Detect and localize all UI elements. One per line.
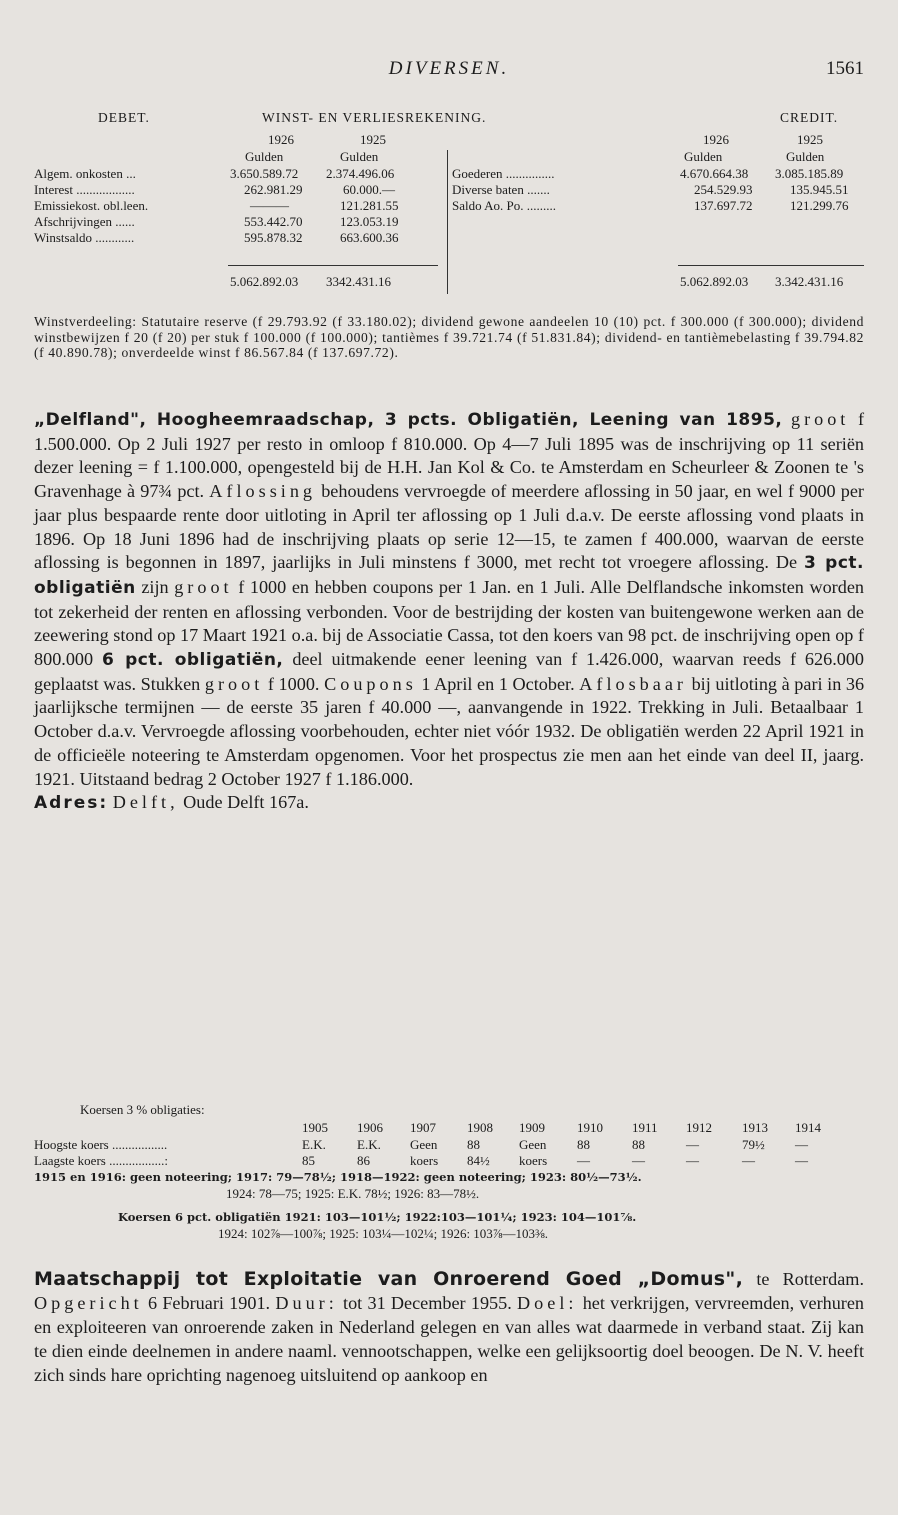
adres-label: Adres: xyxy=(34,793,109,814)
laagste-cell: koers xyxy=(410,1153,439,1168)
column-divider xyxy=(447,150,448,294)
laagste-cell: 85 xyxy=(302,1153,315,1168)
company-name: „Delfland", Hoogheemraadschap, 3 pcts. Obligatiën, Leening van 1895, xyxy=(34,410,783,430)
hoogste-cell: Geen xyxy=(519,1137,547,1152)
unit-label: Gulden xyxy=(684,149,723,164)
year-label: 1925 xyxy=(360,132,386,147)
year-label: 1926 xyxy=(703,132,729,147)
table-row: Afschrijvingen ...... 553.442.70 123.053.19 xyxy=(34,214,399,229)
years-cell: 1906 xyxy=(357,1120,383,1135)
table-row: Interest .................. 262.981.29 60.000.— Diverse baten ....... 254.529.93 135.945.51 xyxy=(34,182,849,197)
laagste-cell: — xyxy=(632,1153,645,1168)
years-cell: 1913 xyxy=(742,1120,768,1135)
credit-label: CREDIT. xyxy=(780,110,839,125)
hoogste-cell: 79½ xyxy=(742,1137,765,1152)
hoogste-cell: 88 xyxy=(467,1137,480,1152)
years-cell: 1905 xyxy=(302,1120,328,1135)
years-cell: 1912 xyxy=(686,1120,712,1135)
debet-label: DEBET. xyxy=(98,110,150,125)
years-cell: 1910 xyxy=(577,1120,603,1135)
hoogste-cell: 88 xyxy=(577,1137,590,1152)
laagste-cell: — xyxy=(577,1153,590,1168)
laagste-cell: — xyxy=(686,1153,699,1168)
domus-section: Maatschappij tot Exploitatie van Onroerend Goed „Domus", te Rotterdam. Opgericht 6 Februari 1901. Duur: tot 31 December 1955. Doel: het verkrijgen, vervreemden, verhuren en exploiteeren van onroerende zaken in Nederland gelegen en van alles wat daarmede in verband staat. Zij kan te dien einde deelnemen in andere naaml. vennootschappen, welke een gelijksoortig doel beoogen. De N. V. heeft zich sinds hare oprichting nagenoeg uitsluitend op aankoop en xyxy=(34,1268,865,1385)
winstverdeeling-paragraph: Winstverdeeling: Statutaire reserve (f 29.793.92 (f 33.180.02); dividend gewone aandeelen 10 (10) pct. f 300.000 (f 300.000); dividend winstbewijzen f 20 (f 20) per stuk f 100.000 (f 100.000); tantièmes f 39.721.74 (f 51.831.84); dividend- en tantièmebelasting f 39.794.82 (f 40.890.78); onverdeelde winst f 86.567.84 (f 137.697.72). xyxy=(34,314,864,360)
hoogste-cell: — xyxy=(686,1137,699,1152)
laagste-cell: — xyxy=(742,1153,755,1168)
year-label: 1926 xyxy=(268,132,294,147)
table-row: Algem. onkosten ... 3.650.589.72 2.374.496.06 Goederen ............... 4.670.664.38 3.085.185.89 xyxy=(34,166,844,181)
table-row: Emissiekost. obl.leen. ——— 121.281.55 Saldo Ao. Po. ......... 137.697.72 121.299.76 xyxy=(34,198,849,213)
laagste-cell: 86 xyxy=(357,1153,370,1168)
year-label: 1925 xyxy=(797,132,823,147)
hoogste-cell: E.K. xyxy=(302,1137,326,1152)
table-total-row: 5.062.892.03 3342.431.16 5.062.892.03 3.342.431.16 xyxy=(230,274,844,289)
hoogste-cell: 88 xyxy=(632,1137,645,1152)
unit-label: Gulden xyxy=(340,149,379,164)
page-number: 1561 xyxy=(826,58,864,79)
unit-label: Gulden xyxy=(245,149,284,164)
section-title: DIVERSEN. xyxy=(388,58,510,79)
years-cell: 1907 xyxy=(410,1120,436,1135)
years-cell: 1909 xyxy=(519,1120,545,1135)
laagste-cell: koers xyxy=(519,1153,548,1168)
total-rule xyxy=(678,265,864,266)
table-title: WINST- EN VERLIESREKENING. xyxy=(262,110,487,125)
hoogste-cell: — xyxy=(795,1137,808,1152)
delfland-section: „Delfland", Hoogheemraadschap, 3 pcts. Obligatiën, Leening van 1895, groot f 1.500.000. Op 2 Juli 1927 per resto in omloop f 810.000. Op 4—7 Juli 1895 was de inschrijving op 11 seriën dezer leening = f 1.100.000, opengesteld bij de H.H. Jan Kol & Co. te Amsterdam en Scheurleer & Zoonen te 's Gravenhage à 97¾ pct. Aflossing behoudens vervroegde of meerdere aflossing in 50 jaar, en wel f 9000 per jaar plus bespaarde rente door uitloting in April ter aflossing op 1 Juli d.a.v. De eerste aflossing vond plaats in 1896. Op 18 Juni 1896 had de inschrijving plaats op serie 12—15, te zamen f 400.000, waarvan de eerste aflossing is begonnen in 1897, jaarlijks in Juli minstens f 3000, met recht tot vroegere aflossing. De 3 pct. obligatiën zijn groot f 1000 en hebben coupons per 1 Jan. en 1 Juli. Alle Delflandsche inkomsten worden tot zekerheid der renten en aflossing verbonden. Voor de bestrijding der kosten van buitengewone werken aan de zeewering stond op 17 Maart 1921 o.a. bij de Associatie Cassa, tot den koers van 98 pct. de inschrijving open op f 800.000 6 pct. obligatiën, deel uitmakende eener leening van f 1.426.000, waarvan reeds f 626.000 geplaatst was. Stukken groot f 1000. Coupons 1 April en 1 October. Aflosbaar bij uitloting à pari in 36 jaarlijksche termijnen — de eerste 35 jaren f 40.000 —, aanvangende in 1922. Trekking in Juli. Betaalbaar 1 October d.a.v. Vervroegde aflossing voorbehouden, echter niet vóór 1932. De obligatiën werden 22 April 1921 in de officieële noteering te Amsterdam opgenomen. Voor het prospectus zie men aan het einde van deel II, jaarg. 1921. Uitstaand bedrag 2 October 1927 f 1.186.000. Adres: Delft, Oude Delft 167a. xyxy=(34,409,865,814)
company-name: Maatschappij tot Exploitatie van Onroerend Goed „Domus", xyxy=(34,1268,744,1290)
hoogste-cell: E.K. xyxy=(357,1137,381,1152)
laagste-cell: 84½ xyxy=(467,1153,490,1168)
years-cell: 1911 xyxy=(632,1120,658,1135)
table-row: Winstsaldo ............ 595.878.32 663.600.36 xyxy=(34,230,399,245)
laagste-cell: — xyxy=(795,1153,808,1168)
years-cell: 1914 xyxy=(795,1120,821,1135)
hoogste-cell: Geen xyxy=(410,1137,438,1152)
page: DIVERSEN. 1561 DEBET. WINST- EN VERLIESREKENING. CREDIT. 1926 1925 1926 1925 Gulden Gulden Gulden Gulden Algem. onkosten ... 3.650.589.72 2.374.496.06 Goederen ............... 4.670.664.38 3.085.185.89 Interest .................. 262.981.29 60.000.— Diverse baten ....... 254.529.93 135.945.51 Emissiekost. obl.leen. ——— 121.281.55 Saldo Ao. Po. ......... 137.697.72 121.299.76 Afschrijvingen ...... 553.442.70 123.053.19 Winstsaldo ............ 595.878.32 663.600.36 5.062.892.03 3342.431.16 5.062.892.03 3.342.431.16 Winstverdeeling: Statutaire reserve (f 29.793.92 (f 33.180.02); dividend gewone aandeelen 10 (10) pct. f 300.000 (f 300.000); dividend winstbewijzen f 20 (f 20) per stuk f 100.000 (f 100.000); tantièmes f 39.721.74 (f 51.831.84); dividend- en tantièmebelasting f 39.794.82 (f 40.890.78); onverdeelde winst f 86.567.84 (f 137.697.72). „Delfland", Hoogheemraadschap, 3 pcts. Obligatiën, Leening van 1895, groot f 1.500.000. Op 2 Juli 1927 per resto in omloop f 810.000. Op 4—7 Juli 1895 was de inschrijving op 11 seriën dezer leening = f 1.100.000, opengesteld bij de H.H. Jan Kol & Co. te Amsterdam en Scheurleer & Zoonen te 's Gravenhage à 97¾ pct. Aflossing behoudens vervroegde of meerdere aflossing in 50 jaar, en wel f 9000 per jaar plus bespaarde rente door uitloting in April ter aflossing op 1 Juli d.a.v. De eerste aflossing vond plaats in 1896. Op 18 Juni 1896 had de inschrijving plaats op serie 12—15, te zamen f 400.000, waarvan de eerste aflossing is begonnen in 1897, jaarlijks in Juli minstens f 3000, met recht tot vroegere aflossing. De 3 pct. obligatiën zijn groot f 1000 en hebben coupons per 1 Jan. en 1 Juli. Alle Delflandsche inkomsten worden tot zekerheid der renten en aflossing verbonden. Voor de bestrijding der kosten van buitengewone werken aan de zeewering stond op 17 Maart 1921 o.a. bij de Associatie Cassa, tot den koers van 98 pct. de inschrijving open op f 800.000 6 pct. obligatiën, deel uitmakende eener leening van f 1.426.000, waarvan reeds f 626.000 geplaatst was. Stukken groot f 1000. Coupons 1 April en 1 October. Aflosbaar bij uitloting à pari in 36 jaarlijksche termijnen — de eerste 35 jaren f 40.000 —, aanvangende in 1922. Trekking in Juli. Betaalbaar 1 October d.a.v. Vervroegde aflossing voorbehouden, echter niet vóór 1932. De obligatiën werden 22 April 1921 in de officieële noteering te Amsterdam opgenomen. Voor het prospectus zie men aan het einde van deel II, jaarg. 1921. Uitstaand bedrag 2 October 1927 f 1.186.000. Adres: Delft, Oude Delft 167a. Koersen 3 % obligaties: 1905 1906 1907 1908 1909 1910 1911 1912 1913 1914 Hoogste koers ................. E.K. E.K. Geen 88 Geen 88 88 — 79½ — Laagste koers .................: 85 86 koers 84½ koers — — — — — 1915 en 1916: geen noteering; 1917: 79—78½; 1918—1922: geen noteering; 1923: 80½—73½. 1924: 78—75; 1925: E.K. 78½; 1926: 83—78½. Koersen 6 pct. obligatiën 1921: 103—101½; 1922:103—101¼; 1923: 104—101⅞. 1924: 102⅞—100⅞; 1925: 103¼—102¼; 1926: 103⅞—103⅜. Maatschappij tot Exploitatie van Onroerend Goed „Domus", te Rotterdam. Opgericht 6 Februari 1901. Duur: tot 31 December 1955. Doel: het verkrijgen, vervreemden, verhuren en exploiteeren van onroerende zaken in Nederland gelegen en van alles wat daarmede in verband staat. Zij kan te dien einde deelnemen in andere naaml. vennootschappen, welke een gelijksoortig doel beoogen. De N. V. heeft zich sinds hare oprichting nagenoeg uitsluitend op aankoop en xyxy=(0,0,898,1515)
unit-label: Gulden xyxy=(786,149,825,164)
total-rule xyxy=(228,265,438,266)
years-cell: 1908 xyxy=(467,1120,493,1135)
